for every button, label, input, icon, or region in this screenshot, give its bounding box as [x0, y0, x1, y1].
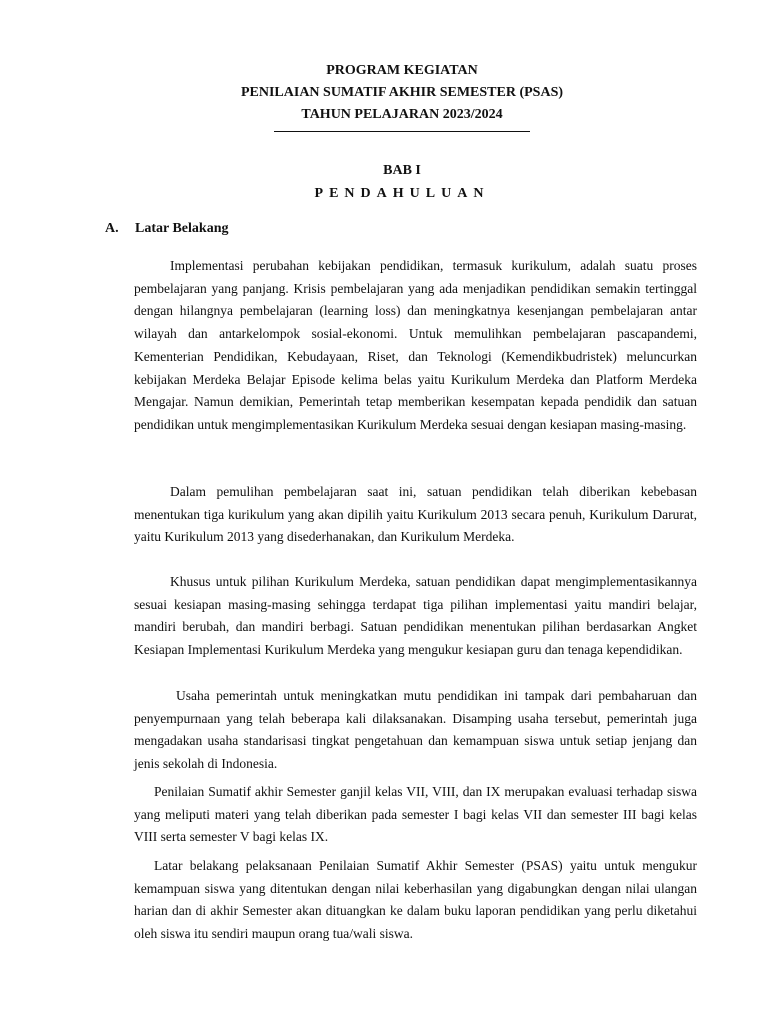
paragraph-2: Dalam pemulihan pembelajaran saat ini, satuan pendidikan telah diberikan kebebasan menentukan tiga kurikulum yang akan dipilih yaitu Kurikulum 2013 secara penuh, Kurikulum Darurat, yaitu Kurikulum 2013 yang disederhanakan, dan Kurikulum Merdeka.	[134, 484, 697, 545]
section-heading	[105, 218, 228, 240]
chapter-heading	[0, 160, 768, 206]
title-line-2: PENILAIAN SUMATIF AKHIR SEMESTER (PSAS)	[240, 85, 564, 100]
title-line-1: PROGRAM KEGIATAN	[326, 63, 478, 78]
paragraph-3: Khusus untuk pilihan Kurikulum Merdeka, satuan pendidikan dapat mengimplementasikannya sesuai kesiapan masing-masing sehingga terdapat tiga pilihan implementasi yaitu mandiri belajar, mandiri berubah, dan mandiri berbagi. Satuan pendidikan menentukan pilihan berdasarkan Angket Kesiapan Implementasi Kurikulum Merdeka yang mengukur kesiapan guru dan tenaga kependidikan.	[134, 574, 697, 658]
document-title	[0, 60, 768, 132]
paragraph-1: Implementasi perubahan kebijakan pendidikan, termasuk kurikulum, adalah suatu proses pembelajaran yang panjang. Krisis pembelajaran yang ada menjadikan pendidikan semakin tertinggal dengan hilangnya pembelajaran (learning loss) dan meningkatnya kesenjangan pembelajaran antar wilayah dan antarkelompok sosial-ekonomi. Untuk memulihkan pembelajaran pascapandemi, Kementerian Pendidikan, Kebudayaan, Riset, dan Teknologi (Kemendikbudristek) meluncurkan kebijakan Merdeka Belajar Episode kelima belas yaitu Kurikulum Merdeka dan Platform Merdeka Mengajar. Namun demikian, Pemerintah tetap memberikan kesempatan kepada pendidik dan satuan pendidikan untuk mengimplementasikan Kurikulum Merdeka sesuai dengan kesiapan masing-masing.	[134, 258, 697, 432]
title-underline	[274, 131, 530, 132]
section-letter: A.	[105, 221, 119, 236]
section-title: Latar Belakang	[135, 221, 229, 236]
title-line-3: TAHUN PELAJARAN 2023/2024	[301, 107, 503, 122]
chapter-title: PENDAHULUAN	[314, 186, 490, 201]
paragraph-5: Penilaian Sumatif akhir Semester ganjil kelas VII, VIII, dan IX merupakan evaluasi terhadap siswa yang meliputi materi yang telah diberikan pada semester I bagi kelas VII dan semester III bagi kelas VIII serta semester V bagi kelas IX.	[134, 784, 697, 845]
paragraph-6: Latar belakang pelaksanaan Penilaian Sumatif Akhir Semester (PSAS) yaitu untuk mengukur kemampuan siswa yang ditentukan dengan nilai keberhasilan yang digabungkan dengan nilai ulangan harian dan di akhir Semester akan dituangkan ke dalam buku laporan pendidikan yang perlu diketahui oleh siswa itu sendiri maupun orang tua/wali siswa.	[134, 858, 697, 942]
paragraph-4: Usaha pemerintah untuk meningkatkan mutu pendidikan ini tampak dari pembaharuan dan penyempurnaan yang telah beberapa kali dilaksanakan. Disamping usaha tersebut, pemerintah juga mengadakan usaha standarisasi tingkat pengetahuan dan kemampuan siswa untuk setiap jenjang dan jenis sekolah di Indonesia.	[134, 688, 697, 772]
chapter-number: BAB I	[383, 163, 421, 178]
